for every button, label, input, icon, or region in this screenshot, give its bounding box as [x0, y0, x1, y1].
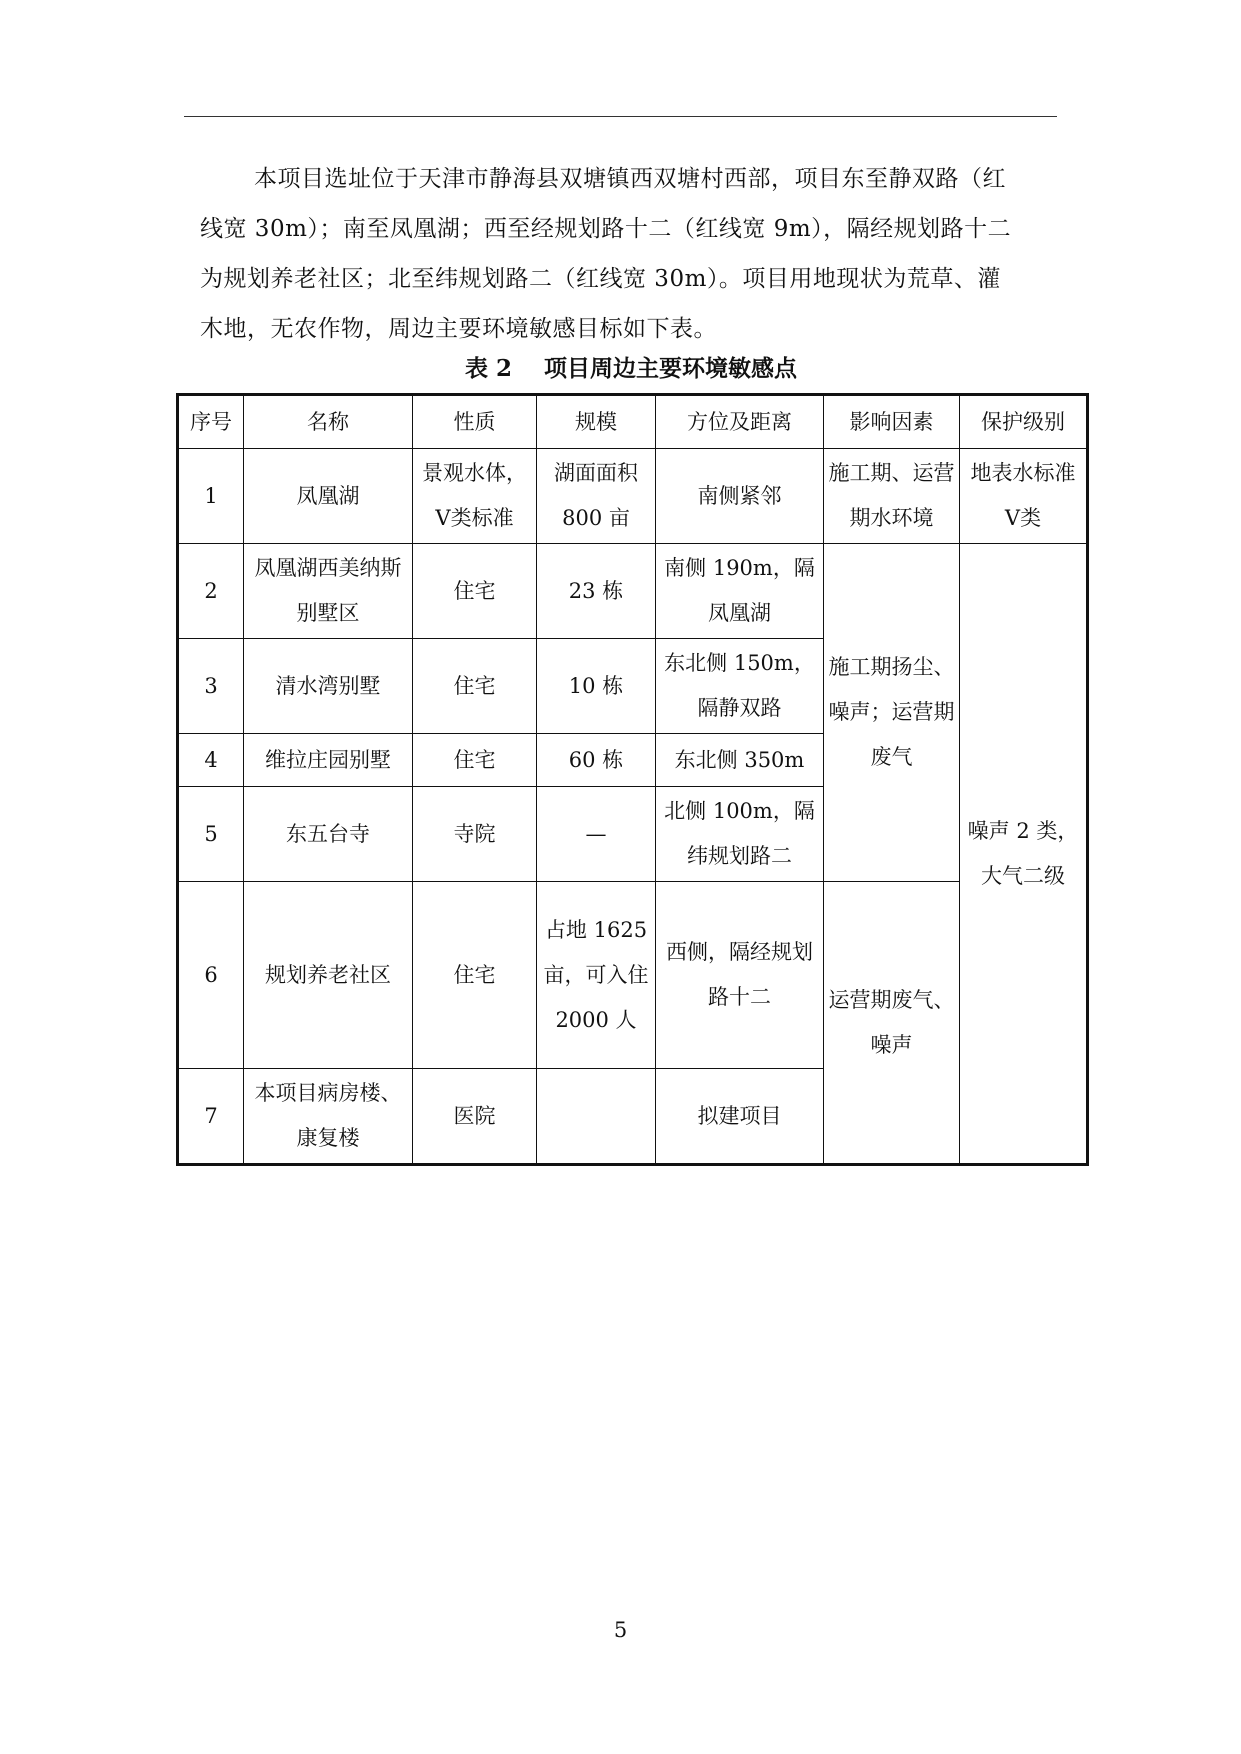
- paragraph-line: 为规划养老社区；北至纬规划路二（红线宽 30m）。项目用地现状为荒草、灌: [200, 266, 1001, 292]
- cell-location: 东北侧 350m: [656, 734, 824, 787]
- header-impact: 影响因素: [824, 395, 960, 449]
- cell-nature: 景观水体，Ⅴ类标准: [413, 449, 537, 544]
- cell-no: 5: [178, 787, 244, 882]
- table-row: [178, 449, 1088, 544]
- cell-scale: 湖面面积 800 亩: [537, 449, 656, 544]
- cell-location: 南侧 190m，隔凤凰湖: [656, 544, 824, 639]
- cell-no: 3: [178, 639, 244, 734]
- cell-location: 南侧紧邻: [656, 449, 824, 544]
- cell-scale: [537, 1069, 656, 1165]
- cell-no: 1: [178, 449, 244, 544]
- cell-nature: 住宅: [413, 544, 537, 639]
- cell-name: 本项目病房楼、康复楼: [244, 1069, 413, 1165]
- cell-nature: 寺院: [413, 787, 537, 882]
- cell-name: 清水湾别墅: [244, 639, 413, 734]
- paragraph-line: 本项目选址位于天津市静海县双塘镇西双塘村西部，项目东至静双路（红: [254, 166, 1006, 192]
- cell-scale: 60 栋: [537, 734, 656, 787]
- body-paragraph: [200, 154, 1050, 354]
- cell-name: 东五台寺: [244, 787, 413, 882]
- cell-no: 6: [178, 882, 244, 1069]
- header-protection: 保护级别: [960, 395, 1088, 449]
- table-header-row: [178, 395, 1088, 449]
- cell-impact: 施工期、运营期水环境: [824, 449, 960, 544]
- cell-scale: 10 栋: [537, 639, 656, 734]
- header-location: 方位及距离: [656, 395, 824, 449]
- cell-impact-merged: 施工期扬尘、噪声；运营期废气: [824, 544, 960, 882]
- cell-name: 规划养老社区: [244, 882, 413, 1069]
- page-number: 5: [613, 1618, 628, 1642]
- paragraph-line: 线宽 30m）；南至凤凰湖；西至经规划路十二（红线宽 9m），隔经规划路十二: [200, 216, 1012, 242]
- cell-impact-merged: 运营期废气、噪声: [824, 882, 960, 1165]
- cell-nature: 住宅: [413, 882, 537, 1069]
- cell-nature: 医院: [413, 1069, 537, 1165]
- cell-location: 东北侧 150m，隔静双路: [656, 639, 824, 734]
- cell-protection-merged: 噪声 2 类，大气二级: [960, 544, 1088, 1165]
- cell-no: 7: [178, 1069, 244, 1165]
- cell-location: 西侧，隔经规划路十二: [656, 882, 824, 1069]
- cell-name: 维拉庄园别墅: [244, 734, 413, 787]
- cell-nature: 住宅: [413, 734, 537, 787]
- cell-location: 拟建项目: [656, 1069, 824, 1165]
- table-row: [178, 882, 1088, 1069]
- table-row: [178, 544, 1088, 639]
- cell-scale: —: [537, 787, 656, 882]
- header-nature: 性质: [413, 395, 537, 449]
- header-name: 名称: [244, 395, 413, 449]
- cell-scale: 23 栋: [537, 544, 656, 639]
- header-no: 序号: [178, 395, 244, 449]
- header-scale: 规模: [537, 395, 656, 449]
- cell-location: 北侧 100m，隔纬规划路二: [656, 787, 824, 882]
- cell-name: 凤凰湖: [244, 449, 413, 544]
- sensitive-points-table: [176, 393, 1089, 1166]
- header-rule: [184, 116, 1057, 117]
- cell-scale: 占地 1625 亩，可入住 2000 人: [537, 882, 656, 1069]
- cell-name: 凤凰湖西美纳斯别墅区: [244, 544, 413, 639]
- paragraph-line: 木地，无农作物，周边主要环境敏感目标如下表。: [200, 316, 717, 342]
- cell-nature: 住宅: [413, 639, 537, 734]
- cell-no: 2: [178, 544, 244, 639]
- table-caption: 表 2 项目周边主要环境敏感点: [464, 355, 798, 382]
- cell-protection: 地表水标准Ⅴ类: [960, 449, 1088, 544]
- cell-no: 4: [178, 734, 244, 787]
